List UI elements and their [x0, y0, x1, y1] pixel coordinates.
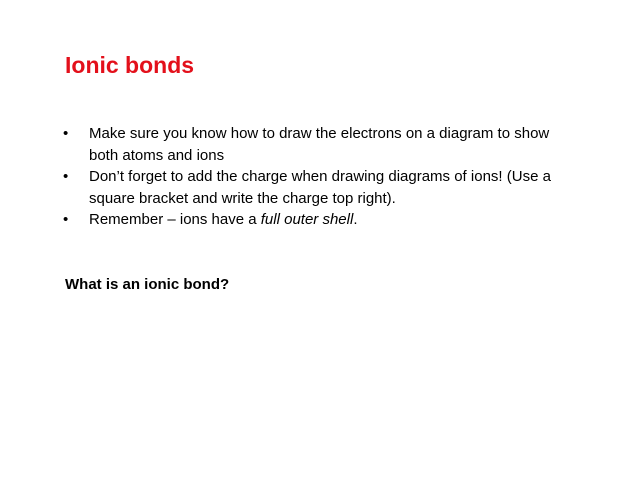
- page-title: Ionic bonds: [65, 52, 195, 78]
- bullet-icon: •: [63, 125, 69, 142]
- question-heading: What is an ionic bond?: [65, 276, 230, 293]
- bullet-item-draw-electrons: [0, 123, 600, 166]
- bullet-icon: •: [63, 168, 69, 185]
- bullet-list: [0, 123, 600, 231]
- bullet-text-prefix: Remember – ions have a: [89, 211, 261, 228]
- bullet-text: Make sure you know how to draw the electrons on a diagram to show both atoms and ions: [89, 125, 550, 164]
- bullet-item-add-charge: [0, 166, 600, 209]
- bullet-text: Don’t forget to add the charge when drawing diagrams of ions! (Use a square bracket and write the charge top right).: [89, 168, 551, 207]
- bullet-item-full-outer-shell: [0, 209, 600, 231]
- bullet-text: [89, 209, 579, 231]
- bullet-text-emphasis: full outer shell: [260, 211, 354, 228]
- bullet-icon: •: [63, 211, 69, 228]
- bullet-text-suffix: .: [353, 211, 358, 228]
